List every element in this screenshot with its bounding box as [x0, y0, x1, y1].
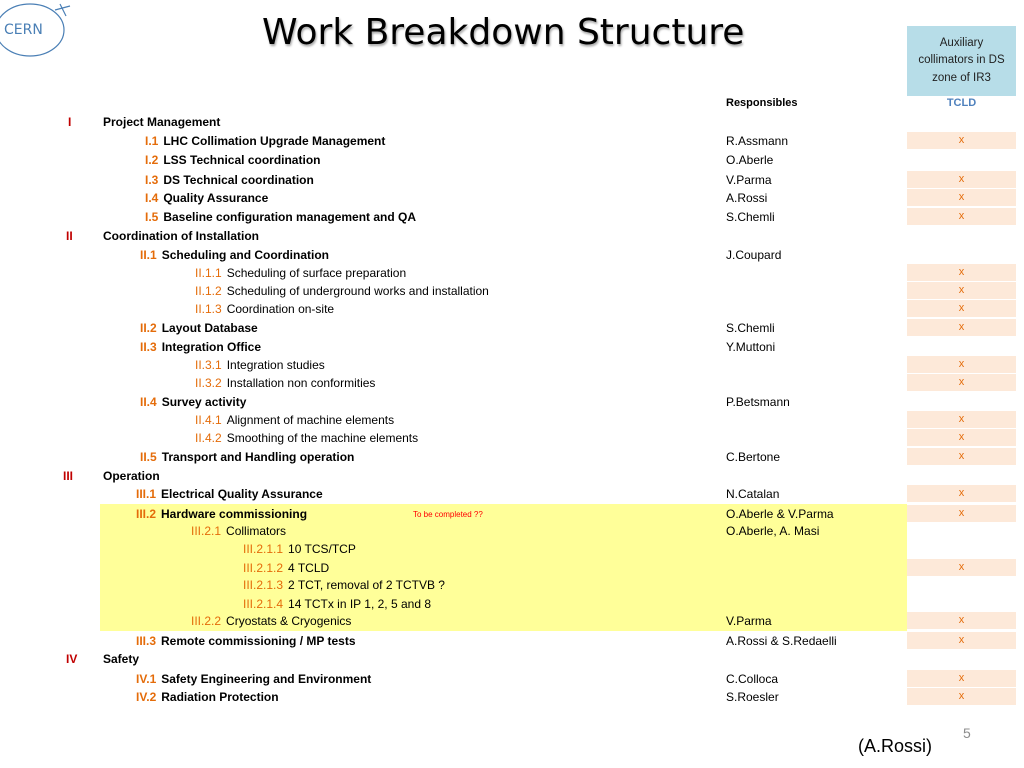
task-label — [140, 340, 261, 354]
responsibles-header: Responsibles — [726, 97, 798, 109]
task-label — [136, 672, 371, 686]
task-name: Smoothing of the machine elements — [226, 431, 419, 445]
table-row — [0, 561, 1024, 579]
task-name: Scheduling of surface preparation — [226, 266, 407, 280]
section-number: III — [63, 469, 74, 483]
task-label — [195, 302, 334, 316]
task-name: Integration Office — [161, 340, 262, 354]
responsible-name: P.Betsmann — [726, 395, 790, 409]
section-number: II — [66, 229, 73, 243]
task-code: III.3 — [136, 634, 157, 648]
svg-text:CERN: CERN — [4, 22, 43, 38]
task-name: Project Management — [103, 115, 221, 129]
task-label — [243, 561, 329, 575]
note-text: To be completed ?? — [413, 510, 483, 519]
page-number: 5 — [963, 725, 971, 741]
responsible-name: R.Assmann — [726, 134, 789, 148]
section-number: IV — [66, 652, 78, 666]
table-row — [0, 634, 1024, 652]
task-name: Baseline configuration management and QA — [163, 210, 417, 224]
task-name: DS Technical coordination — [163, 173, 314, 187]
task-label — [140, 450, 354, 464]
tcld-mark: x — [907, 171, 1016, 188]
task-label — [136, 690, 279, 704]
responsible-name: J.Coupard — [726, 248, 782, 262]
table-row — [0, 210, 1024, 228]
table-row — [0, 507, 1024, 525]
task-name: Cryostats & Cryogenics — [226, 614, 352, 628]
task-code: I.3 — [145, 173, 159, 187]
task-name: Survey activity — [161, 395, 247, 409]
task-code: III.2.1 — [191, 524, 222, 538]
task-name: Layout Database — [161, 321, 258, 335]
task-code: I.2 — [145, 153, 159, 167]
responsible-name: S.Chemli — [726, 321, 775, 335]
task-label — [103, 652, 139, 666]
tcld-mark: x — [907, 670, 1016, 687]
table-row — [0, 672, 1024, 690]
task-name: Radiation Protection — [161, 690, 279, 704]
responsible-name: C.Colloca — [726, 672, 779, 686]
task-code: II.4.1 — [195, 413, 222, 427]
task-label — [191, 524, 286, 538]
responsible-name: V.Parma — [726, 614, 772, 628]
page-title: Work Breakdown Structure — [262, 12, 745, 53]
task-name: Alignment of machine elements — [226, 413, 395, 427]
responsible-name: O.Aberle, A. Masi — [726, 524, 820, 538]
task-label — [140, 321, 258, 335]
task-name: 14 TCTx in IP 1, 2, 5 and 8 — [288, 597, 432, 611]
responsible-name: S.Roesler — [726, 690, 779, 704]
table-row — [0, 469, 1024, 487]
task-code: II.4.2 — [195, 431, 222, 445]
task-code: III.2.1.4 — [243, 597, 284, 611]
task-name: Quality Assurance — [163, 191, 269, 205]
task-name: Remote commissioning / MP tests — [161, 634, 356, 648]
task-code: IV.1 — [136, 672, 157, 686]
task-code: III.2.1.1 — [243, 542, 284, 556]
task-label — [103, 469, 160, 483]
task-code: I.5 — [145, 210, 159, 224]
task-code: I.4 — [145, 191, 159, 205]
task-code: III.1 — [136, 487, 157, 501]
task-name: Scheduling of underground works and installation — [226, 284, 489, 298]
table-row — [0, 431, 1024, 449]
table-row — [0, 413, 1024, 431]
table-row — [0, 578, 1024, 596]
table-row — [0, 302, 1024, 320]
responsible-name: A.Rossi & S.Redaelli — [726, 634, 837, 648]
table-row — [0, 321, 1024, 339]
responsible-name: S.Chemli — [726, 210, 775, 224]
responsible-name: N.Catalan — [726, 487, 780, 501]
task-name: 4 TCLD — [288, 561, 330, 575]
task-code: III.2.2 — [191, 614, 222, 628]
task-label — [195, 431, 418, 445]
task-label — [145, 134, 385, 148]
task-name: 2 TCT, removal of 2 TCTVB ? — [288, 578, 445, 592]
task-code: II.1 — [140, 248, 157, 262]
task-name: Coordination of Installation — [103, 229, 259, 243]
task-name: Transport and Handling operation — [161, 450, 355, 464]
task-code: II.3.1 — [195, 358, 222, 372]
tcld-mark: x — [907, 300, 1016, 317]
task-code: II.2 — [140, 321, 157, 335]
task-code: I.1 — [145, 134, 159, 148]
column-header: Auxiliary collimators in DS zone of IR3 — [907, 26, 1016, 96]
task-label — [195, 284, 489, 298]
responsible-name: A.Rossi — [726, 191, 768, 205]
task-name: LSS Technical coordination — [163, 153, 321, 167]
tcld-mark: x — [907, 374, 1016, 391]
task-code: III.2.1.3 — [243, 578, 284, 592]
task-label — [145, 173, 314, 187]
tcld-mark: x — [907, 319, 1016, 336]
task-code: II.1.3 — [195, 302, 222, 316]
author-credit: (A.Rossi) — [858, 736, 933, 756]
table-row — [0, 248, 1024, 266]
task-name: Electrical Quality Assurance — [161, 487, 323, 501]
task-name: Operation — [103, 469, 160, 483]
table-row — [0, 614, 1024, 632]
table-row — [0, 173, 1024, 191]
task-label — [145, 210, 416, 224]
tcld-mark: x — [907, 559, 1016, 576]
table-row — [0, 652, 1024, 670]
table-row — [0, 395, 1024, 413]
responsible-name: Y.Muttoni — [726, 340, 776, 354]
task-label — [103, 115, 220, 129]
task-label — [140, 248, 329, 262]
table-row — [0, 266, 1024, 284]
task-code: II.4 — [140, 395, 157, 409]
task-name: Hardware commissioning — [161, 507, 308, 521]
table-row — [0, 524, 1024, 542]
table-row — [0, 376, 1024, 394]
task-code: III.2.1.2 — [243, 561, 284, 575]
task-name: Safety — [103, 652, 140, 666]
cern-logo — [0, 0, 80, 80]
task-label — [195, 266, 406, 280]
task-code: II.3.2 — [195, 376, 222, 390]
task-code: II.5 — [140, 450, 157, 464]
tcld-mark: x — [907, 448, 1016, 465]
table-row — [0, 487, 1024, 505]
task-label — [195, 358, 325, 372]
task-name: Integration studies — [226, 358, 325, 372]
task-name: Scheduling and Coordination — [161, 248, 330, 262]
task-code: III.2 — [136, 507, 157, 521]
task-name: Coordination on-site — [226, 302, 335, 316]
task-label — [195, 376, 375, 390]
tcld-mark: x — [907, 632, 1016, 649]
tcld-mark: x — [907, 356, 1016, 373]
table-row — [0, 542, 1024, 560]
tcld-mark: x — [907, 429, 1016, 446]
table-row — [0, 340, 1024, 358]
tcld-mark: x — [907, 485, 1016, 502]
task-label — [136, 634, 356, 648]
task-code: II.3 — [140, 340, 157, 354]
table-row — [0, 229, 1024, 247]
responsible-name: C.Bertone — [726, 450, 781, 464]
tcld-mark: x — [907, 612, 1016, 629]
task-label — [103, 229, 259, 243]
task-name: Collimators — [226, 524, 287, 538]
task-name: Installation non conformities — [226, 376, 376, 390]
section-number: I — [68, 115, 72, 129]
table-row — [0, 191, 1024, 209]
task-name: Safety Engineering and Environment — [161, 672, 372, 686]
table-row — [0, 153, 1024, 171]
task-label — [145, 153, 320, 167]
tcld-mark: x — [907, 411, 1016, 428]
table-row — [0, 690, 1024, 708]
task-label — [136, 487, 323, 501]
column-subheader: TCLD — [946, 97, 977, 109]
table-row — [0, 597, 1024, 615]
tcld-mark: x — [907, 208, 1016, 225]
table-row — [0, 450, 1024, 468]
task-code: II.1.1 — [195, 266, 222, 280]
task-label — [145, 191, 268, 205]
tcld-mark: x — [907, 688, 1016, 705]
task-label — [195, 413, 394, 427]
task-code: IV.2 — [136, 690, 157, 704]
task-code: II.1.2 — [195, 284, 222, 298]
task-label — [191, 614, 351, 628]
responsible-name: O.Aberle & V.Parma — [726, 507, 834, 521]
task-name: LHC Collimation Upgrade Management — [163, 134, 386, 148]
table-row — [0, 115, 1024, 133]
table-row — [0, 134, 1024, 152]
task-label — [243, 578, 445, 592]
task-name: 10 TCS/TCP — [288, 542, 356, 556]
task-label — [140, 395, 246, 409]
responsible-name: V.Parma — [726, 173, 772, 187]
task-label — [243, 542, 356, 556]
tcld-mark: x — [907, 189, 1016, 206]
tcld-mark: x — [907, 264, 1016, 281]
table-row — [0, 284, 1024, 302]
tcld-mark: x — [907, 282, 1016, 299]
task-label — [243, 597, 431, 611]
responsible-name: O.Aberle — [726, 153, 774, 167]
tcld-mark: x — [907, 505, 1016, 522]
task-label — [136, 507, 307, 521]
table-row — [0, 358, 1024, 376]
tcld-mark: x — [907, 132, 1016, 149]
